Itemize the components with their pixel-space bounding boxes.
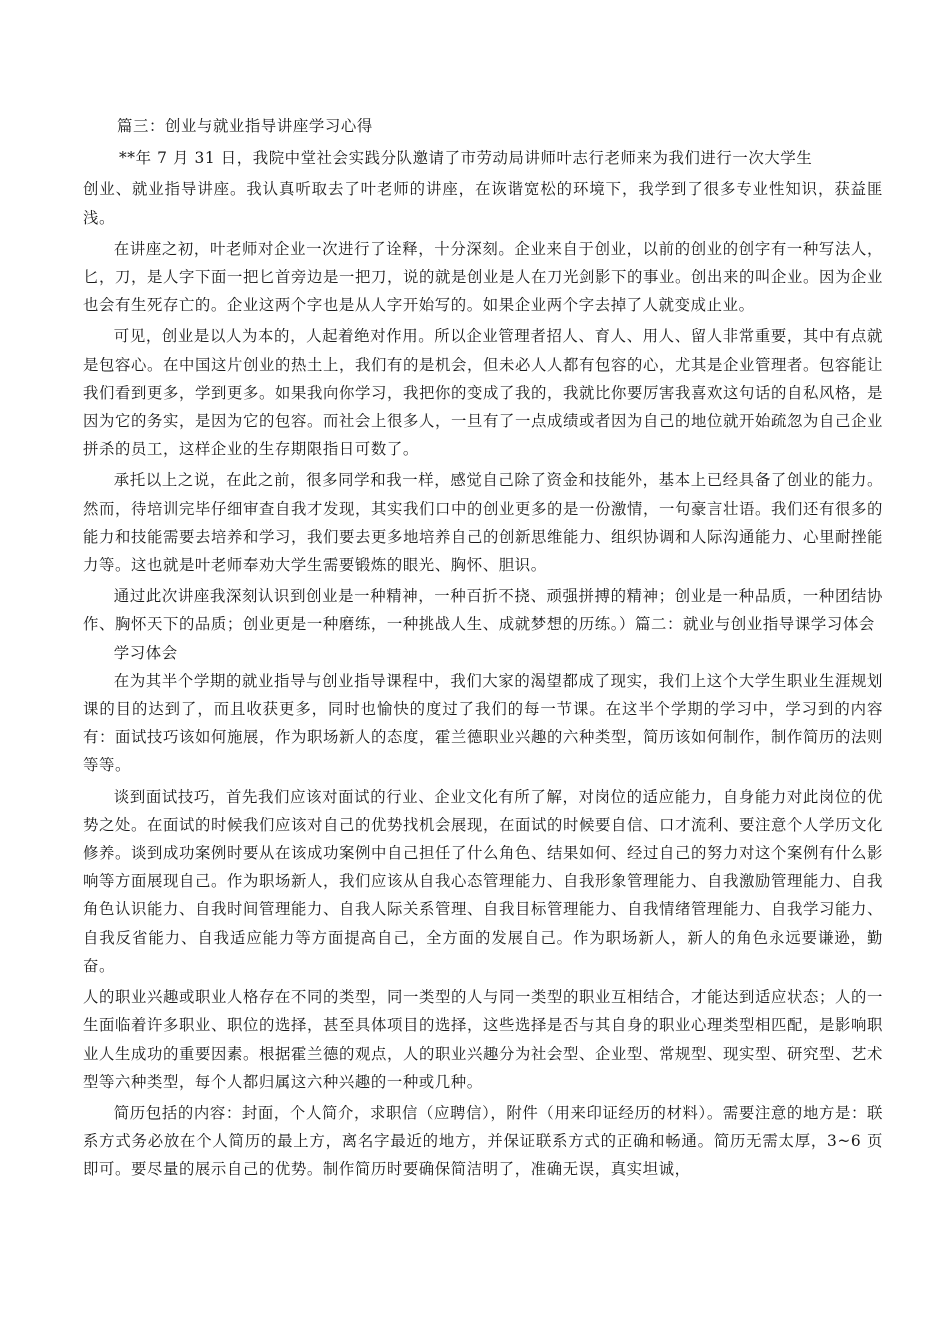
paragraph-2: 创业、就业指导讲座。我认真听取去了叶老师的讲座，在诙谐宽松的环境下，我学到了很多专业性知识，获益匪浅。 (83, 180, 883, 227)
paragraph-3: 在讲座之初，叶老师对企业一次进行了诠释，十分深刻。企业来自于创业，以前的创业的创字有一种写法人，匕，刀，是人字下面一把匕首旁边是一把刀，说的就是创业是人在刀光剑影下的事业。创出来的叫企业。因为企业也会有生死存亡的。企业这两个字也是从人字开始写的。如果企业两个字去掉了人就变成止业。 (83, 239, 883, 315)
paragraph-1: **年 7 月 31 日，我院中堂社会实践分队邀请了市劳动局讲师叶志行老师来为我们进行一次大学生 (119, 149, 813, 168)
paragraph-8: 谈到面试技巧，首先我们应该对面试的行业、企业文化有所了解，对岗位的适应能力，自身能力对此岗位的优势之处。在面试的时候我们应该对自己的优势找机会展现，在面试的时候要自信、口才流利、要注意个人学历文化修养。谈到成功案例时要从在该成功案例中自己担任了什么角色、结果如何、经过自己的努力对这个案例有什么影响等方面展现自己。作为职场新人，我们应该从自我心态管理能力、自我形象管理能力、自我激励管理能力、自我角色认识能力、自我时间管理能力、自我人际关系管理、自我目标管理能力、自我情绪管理能力、自我学习能力、自我反省能力、自我适应能力等方面提高自己，全方面的发展自己。作为职场新人，新人的角色永远要谦逊，勤奋。 (83, 787, 883, 975)
document-title: 篇三：创业与就业指导讲座学习心得 (117, 117, 373, 135)
document-page (83, 112, 883, 1184)
paragraph-9: 人的职业兴趣或职业人格存在不同的类型，同一类型的人与同一类型的职业互相结合，才能达到适应状态；人的一生面临着许多职业、职位的选择，甚至具体项目的选择，这些选择是否与其自身的职业心理类型相匹配，是影响职业人生成功的重要因素。根据霍兰德的观点，人的职业兴趣分为社会型、企业型、常规型、现实型、研究型、艺术型等六种类型，每个人都归属这六种兴趣的一种或几种。 (83, 988, 883, 1091)
paragraph-5: 承托以上之说，在此之前，很多同学和我一样，感觉自己除了资金和技能外，基本上已经具备了创业的能力。然而，待培训完毕仔细审查自我才发现，其实我们口中的创业更多的是一份激情，一句豪言壮语。我们还有很多的能力和技能需要去培养和学习，我们要去更多地培养自己的创新思维能力、组织协调和人际沟通能力、心里耐挫能力等。这也就是叶老师奉劝大学生需要锻炼的眼光、胸怀、胆识。 (83, 471, 883, 575)
paragraph-4: 可见，创业是以人为本的，人起着绝对作用。所以企业管理者招人、育人、用人、留人非常重要，其中有点就是包容心。在中国这片创业的热土上，我们有的是机会，但未必人人都有包容的心，尤其是企业管理者。包容能让我们看到更多，学到更多。如果我向你学习，我把你的变成了我的，我就比你要厉害我喜欢这句话的自私风格，是因为它的务实，是因为它的包容。而社会上很多人，一旦有了一点成绩或者因为自己的地位就开始疏忽为自己企业拼杀的员工，这样企业的生存期限指日可数了。 (83, 327, 883, 459)
paragraph-7: 在为其半个学期的就业指导与创业指导课程中，我们大家的渴望都成了现实，我们上这个大学生职业生涯规划课的目的达到了，而且收获更多，同时也愉快的度过了我们的每一节课。在这半个学期的学习中，学习到的内容有：面试技巧该如何施展，作为职场新人的态度，霍兰德职业兴趣的六种类型，简历该如何制作，制作简历的法则等等。 (83, 671, 883, 775)
paragraph-6: 通过此次讲座我深刻认识到创业是一种精神，一种百折不挠、顽强拼搏的精神；创业是一种品质，一种团结协作、胸怀天下的品质；创业更是一种磨练，一种挑战人生、成就梦想的历练。）篇二：就业与创业指导课学习体会 (83, 587, 883, 634)
subheading-study: 学习体会 (113, 643, 178, 662)
paragraph-10: 简历包括的内容：封面，个人简介，求职信（应聘信），附件（用来印证经历的材料）。需要注意的地方是：联系方式务必放在个人简历的最上方，离名字最近的地方，并保证联系方式的正确和畅通。简历无需太厚，3~6 页即可。要尽量的展示自己的优势。制作简历时要确保简洁明了，准确无误，真实坦诚， (83, 1103, 883, 1179)
